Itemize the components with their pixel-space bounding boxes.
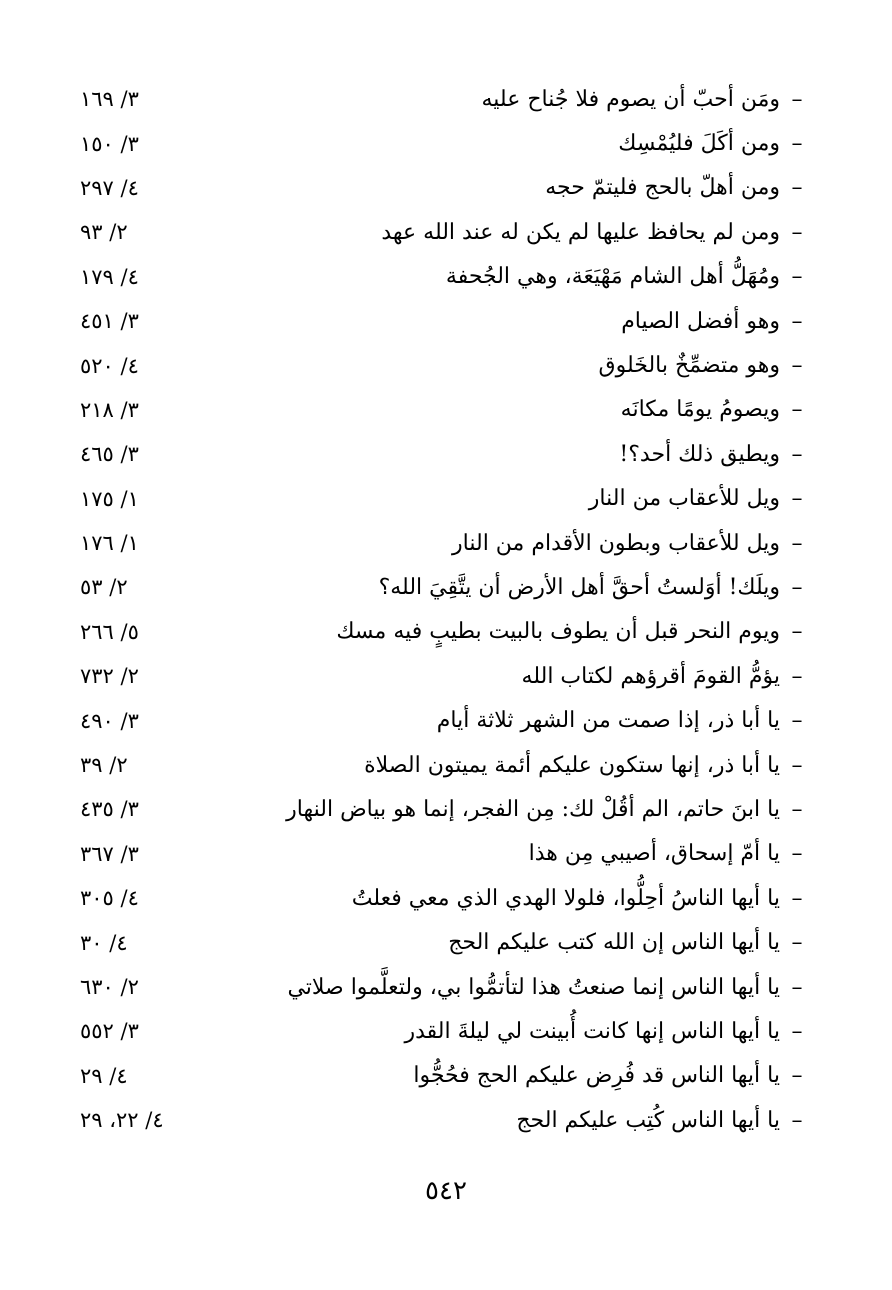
index-entry — [80, 432, 812, 476]
index-entry — [80, 610, 812, 654]
entry-dash: – — [791, 663, 803, 689]
index-entry — [80, 1098, 812, 1142]
entry-reference: ٢/ ٣٩ — [80, 753, 128, 778]
index-entry — [80, 77, 812, 121]
entry-reference: ٤/ ٣٠ — [80, 930, 128, 955]
entry-text: وهو أفضل الصيام — [621, 308, 780, 334]
entry-dash: – — [791, 841, 803, 867]
entry-dash: – — [791, 1018, 803, 1044]
entry-text: وهو متضمِّخٌ بالخَلوق — [598, 353, 780, 379]
entry-reference: ٤/ ٢٩ — [80, 1063, 128, 1088]
entry-reference: ٣/ ٤٩٠ — [80, 708, 139, 733]
entry-reference: ٤/ ٢٢، ٢٩ — [80, 1108, 164, 1133]
entry-dash: – — [791, 930, 803, 956]
entry-dash: – — [791, 619, 803, 645]
entry-reference: ٣/ ٤٣٥ — [80, 797, 139, 822]
entry-dash: – — [791, 530, 803, 556]
entry-dash: – — [791, 1063, 803, 1089]
entry-dash: – — [791, 131, 803, 157]
index-entry — [80, 832, 812, 876]
entry-text: ومُهَلُّ أهل الشام مَهْيَعَة، وهي الجُحفة — [445, 264, 780, 290]
entry-dash: – — [791, 175, 803, 201]
entry-text: يا أمّ إسحاق، أصيبي مِن هذا — [528, 841, 780, 867]
entry-reference: ٢/ ٩٣ — [80, 220, 128, 245]
entry-reference: ٤/ ٥٢٠ — [80, 353, 139, 378]
entry-text: ومَن أحبّ أن يصوم فلا جُناح عليه — [481, 86, 780, 112]
index-entry — [80, 343, 812, 387]
entry-reference: ٤/ ١٧٩ — [80, 264, 139, 289]
index-entry — [80, 521, 812, 565]
entry-text: يا أبا ذر، إذا صمت من الشهر ثلاثة أيام — [436, 708, 780, 734]
entry-reference: ٥/ ٢٦٦ — [80, 619, 139, 644]
entry-text: ويطيق ذلك أحد؟! — [619, 441, 780, 467]
entry-reference: ٣/ ٥٥٢ — [80, 1019, 139, 1044]
index-entry — [80, 565, 812, 609]
entry-dash: – — [791, 885, 803, 911]
entry-reference: ٢/ ٦٣٠ — [80, 975, 139, 999]
entry-reference: ١/ ١٧٥ — [80, 486, 139, 511]
entry-dash: – — [791, 219, 803, 245]
entry-dash: – — [791, 752, 803, 778]
index-entry — [80, 299, 812, 343]
entry-text: يا ابنَ حاتم، الم أقُلْ لك: مِن الفجر، إنما هو بياض النهار — [286, 796, 780, 822]
entry-dash: – — [791, 796, 803, 822]
entry-text: ويل للأعقاب وبطون الأقدام من النار — [452, 530, 780, 556]
page-number: ٥٤٢ — [425, 1176, 467, 1206]
entry-dash: – — [791, 574, 803, 600]
index-entry — [80, 654, 812, 698]
entry-reference: ٣/ ١٦٩ — [80, 87, 139, 112]
entry-text: يا أيها الناس كُتِب عليكم الحج — [516, 1107, 780, 1133]
entry-reference: ٣/ ٢١٨ — [80, 397, 139, 422]
entry-text: يا أيها الناسُ أحِلُّوا، فلولا الهدي الذي معي فعلتُ — [351, 885, 780, 911]
entry-reference: ٣/ ٣٦٧ — [80, 841, 139, 866]
entry-text: ويلَك! أوَلستُ أحقَّ أهل الأرض أن يتَّقِيَ الله؟ — [378, 574, 780, 600]
entry-dash: – — [791, 397, 803, 423]
index-entry — [80, 698, 812, 742]
entry-reference: ١/ ١٧٦ — [80, 531, 139, 556]
entry-dash: – — [791, 486, 803, 512]
entry-text: ويل للأعقاب من النار — [588, 486, 780, 512]
entry-text: ومن أكَلَ فليُمْسِك — [618, 131, 780, 157]
index-entry — [80, 210, 812, 254]
index-entry — [80, 965, 812, 1009]
entry-text: ويوم النحر قبل أن يطوف بالبيت بطيبٍ فيه مسك — [336, 619, 780, 645]
entry-text: يا أيها الناس إنما صنعتُ هذا لتأتمُّوا بي، ولتعلَّموا صلاتي — [287, 974, 780, 1000]
entry-reference: ٢/ ٧٣٢ — [80, 664, 139, 689]
entry-text: يا أيها الناس قد فُرِض عليكم الحج فحُجُّوا — [413, 1063, 780, 1089]
entry-text: يؤمُّ القومَ أقرؤهم لكتاب الله — [521, 663, 780, 689]
entry-dash: – — [791, 264, 803, 290]
entry-dash: – — [791, 86, 803, 112]
entry-reference: ٣/ ١٥٠ — [80, 131, 139, 156]
index-entry — [80, 121, 812, 165]
index-entry — [80, 1009, 812, 1053]
entry-dash: – — [791, 441, 803, 467]
entry-dash: – — [791, 308, 803, 334]
index-entry — [80, 255, 812, 299]
index-entry — [80, 920, 812, 964]
entry-text: ويصومُ يومًا مكانَه — [620, 397, 780, 423]
index-entry — [80, 743, 812, 787]
index-entry — [80, 1054, 812, 1098]
entry-text: يا أبا ذر، إنها ستكون عليكم أئمة يميتون الصلاة — [364, 752, 780, 778]
entry-text: ومن أهلّ بالحج فليتمّ حجه — [545, 175, 780, 201]
entry-text: يا أيها الناس إن الله كتب عليكم الحج — [448, 930, 780, 956]
entry-reference: ٣/ ٤٦٥ — [80, 442, 139, 467]
entry-reference: ٣/ ٤٥١ — [80, 309, 139, 334]
index-entry — [80, 166, 812, 210]
index-entry — [80, 388, 812, 432]
index-entry — [80, 787, 812, 831]
entry-reference: ٢/ ٥٣ — [80, 575, 128, 600]
hadith-index-list — [80, 77, 812, 1142]
entry-reference: ٤/ ٢٩٧ — [80, 175, 139, 200]
index-entry — [80, 477, 812, 521]
entry-reference: ٤/ ٣٠٥ — [80, 886, 139, 911]
index-entry — [80, 876, 812, 920]
entry-text: يا أيها الناس إنها كانت أُبينت لي ليلةَ القدر — [404, 1018, 780, 1044]
entry-dash: – — [791, 353, 803, 379]
entry-dash: – — [791, 974, 803, 1000]
entry-dash: – — [791, 1107, 803, 1133]
entry-text: ومن لم يحافظ عليها لم يكن له عند الله عهد — [381, 219, 780, 245]
entry-dash: – — [791, 708, 803, 734]
